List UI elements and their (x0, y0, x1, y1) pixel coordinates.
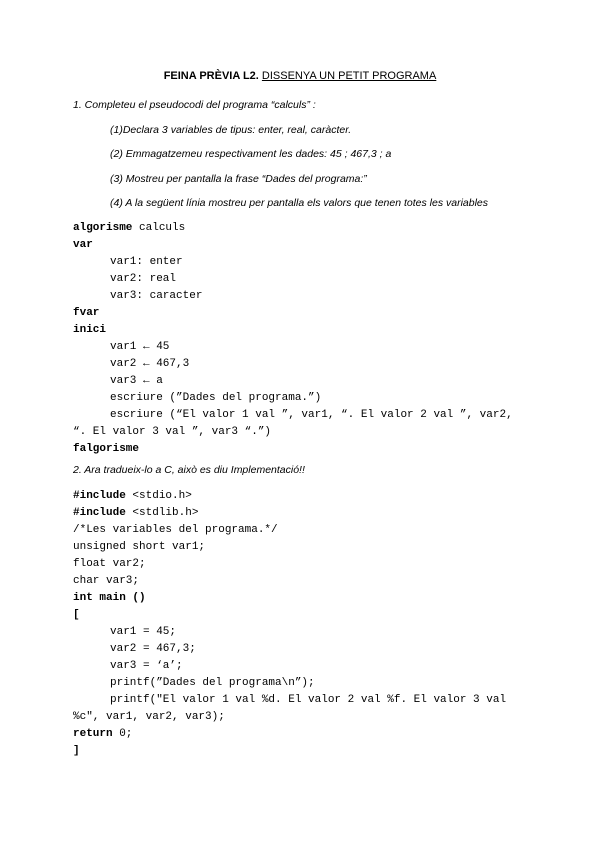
include-stdio: <stdio.h> (125, 490, 192, 502)
write-line-2: escriure (“El valor 1 val ”, var1, “. El valor 2 val ”, var2, (110, 409, 513, 421)
question-1: 1. Completeu el pseudocodi del programa “calculs” : (73, 99, 316, 111)
main-signature: int main () (73, 592, 146, 604)
decl-var2: var2: real (110, 273, 177, 285)
stmt-var2: var2 = 467,3; (110, 643, 196, 655)
decl-var1: var1: enter (110, 256, 183, 268)
assign-var1: var1 ← 45 (110, 341, 170, 353)
step-3: (3) Mostreu per pantalla la frase “Dades del programa:” (110, 173, 367, 185)
decl-c-var2: float var2; (73, 558, 146, 570)
kw-algorisme: algorisme (73, 222, 133, 234)
kw-falgorisme: falgorisme (73, 443, 140, 455)
stmt-printf-2-cont: %c", var1, var2, var3); (73, 711, 225, 723)
c-code-block (73, 488, 506, 760)
decl-var3: var3: caracter (110, 290, 203, 302)
kw-include-1: #include (73, 490, 126, 502)
step-2: (2) Emmagatzemeu respectivament les dades: 45 ; 467,3 ; a (110, 148, 392, 160)
stmt-printf-2: printf("El valor 1 val %d. El valor 2 val %f. El valor 3 val (110, 694, 507, 706)
stmt-printf-1: printf(”Dades del programa\n”); (110, 677, 315, 689)
title-underlined: DISSENYA UN PETIT PROGRAMA (261, 70, 437, 82)
algorithm-name: calculs (132, 222, 186, 234)
code-comment: /*Les variables del programa.*/ (73, 524, 278, 536)
include-stdlib: <stdlib.h> (125, 507, 199, 519)
kw-include-2: #include (73, 507, 126, 519)
step-1: (1)Declara 3 variables de tipus: enter, real, caràcter. (110, 124, 352, 136)
stmt-var3: var3 = ‘a’; (110, 660, 183, 672)
return-value: 0; (112, 728, 133, 740)
kw-return: return (73, 728, 113, 740)
decl-c-var1: unsigned short var1; (73, 541, 206, 553)
question-2: 2. Ara tradueix-lo a C, això es diu Implementació!! (73, 464, 305, 476)
kw-var: var (73, 239, 93, 251)
pseudocode-block (73, 220, 513, 458)
block-open: [ (73, 609, 80, 621)
write-line-1: escriure (”Dades del programa.”) (110, 392, 322, 404)
write-line-2-cont: “. El valor 3 val ”, var3 “.”) (73, 426, 272, 438)
kw-fvar: fvar (73, 307, 100, 319)
block-close: ] (73, 745, 80, 757)
title-bold: FEINA PRÈVIA L2. (163, 70, 259, 82)
step-4: (4) A la següent línia mostreu per pantalla els valors que tenen totes les variables (110, 197, 489, 209)
assign-var3: var3 ← a (110, 375, 163, 387)
kw-inici: inici (73, 324, 107, 336)
stmt-var1: var1 = 45; (110, 626, 177, 638)
document-title (0, 70, 600, 82)
decl-c-var3: char var3; (73, 575, 140, 587)
assign-var2: var2 ← 467,3 (110, 358, 190, 370)
